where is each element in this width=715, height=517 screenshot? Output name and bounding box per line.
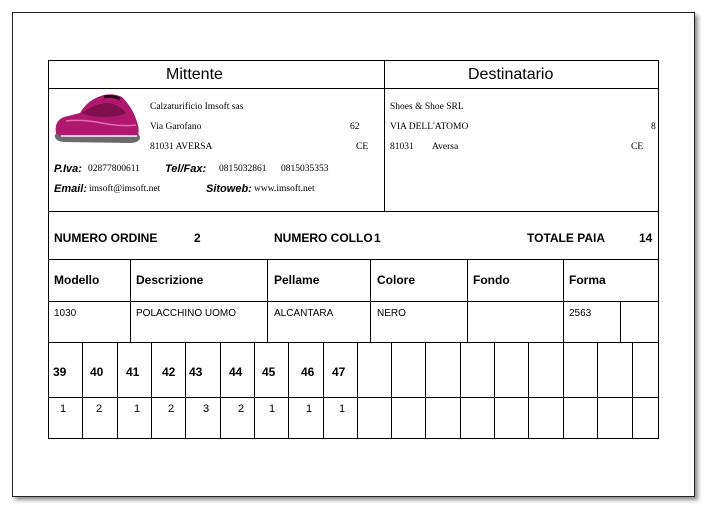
divider (117, 342, 118, 439)
column-header-last: Forma (569, 273, 606, 287)
divider (384, 60, 385, 212)
document-page (12, 12, 695, 497)
divider (632, 342, 633, 439)
delivery-note (48, 60, 659, 439)
divider (48, 342, 659, 343)
divider (130, 259, 131, 343)
cell-color: NERO (377, 308, 406, 319)
cell-last: 2563 (569, 308, 592, 319)
sender-tel: 0815032861 (219, 164, 267, 174)
recipient-street-number: 8 (651, 122, 656, 132)
cell-model: 1030 (54, 308, 77, 319)
divider (357, 342, 358, 439)
recipient-province: CE (631, 142, 644, 152)
border-right (658, 60, 659, 439)
sender-zip-city: 81031 AVERSA (150, 142, 213, 152)
sender-vat: 02877800611 (88, 164, 140, 174)
border-left (48, 60, 49, 439)
size-cell: 44 (229, 365, 243, 379)
divider (288, 342, 289, 439)
recipient-city: Aversa (432, 142, 459, 152)
order-number-label: NUMERO ORDINE (54, 231, 158, 245)
recipient-street: VIA DELL'ATOMO (390, 122, 469, 132)
divider (254, 342, 255, 439)
size-cell: 42 (162, 365, 176, 379)
divider (82, 342, 83, 439)
recipient-zip: 81031 (390, 142, 414, 152)
divider (185, 342, 186, 439)
quantity-cell: 1 (306, 403, 313, 415)
quantity-cell: 2 (168, 403, 175, 415)
recipient-company: Shoes & Shoe SRL (390, 102, 464, 112)
border-bottom (48, 438, 659, 439)
vat-label: P.Iva: (54, 163, 82, 175)
divider (494, 342, 495, 439)
divider (48, 88, 659, 89)
size-cell: 47 (332, 365, 346, 379)
sender-company: Calzaturificio Imsoft sas (150, 102, 244, 112)
sender-email[interactable]: imsoft@imsoft.net (89, 184, 161, 194)
divider (467, 259, 468, 343)
email-label: Email: (54, 183, 88, 195)
sender-fax: 0815035353 (281, 164, 329, 174)
quantity-cell: 1 (60, 403, 67, 415)
divider (425, 342, 426, 439)
parcel-number-value: 1 (374, 231, 381, 245)
sender-website[interactable]: www.imsoft.net (254, 184, 315, 194)
column-header-color: Colore (377, 273, 416, 287)
quantity-cell: 1 (134, 403, 141, 415)
quantity-cell: 1 (269, 403, 276, 415)
divider (563, 342, 564, 439)
size-cell: 45 (262, 365, 276, 379)
sender-province: CE (356, 142, 369, 152)
web-label: Sitoweb: (206, 183, 252, 195)
recipient-header: Destinatario (468, 66, 554, 83)
divider (48, 397, 659, 398)
quantity-cell: 2 (96, 403, 103, 415)
size-cell: 39 (53, 365, 67, 379)
column-header-description: Descrizione (136, 273, 204, 287)
divider (323, 342, 324, 439)
telfax-label: Tel/Fax: (165, 163, 207, 175)
divider (597, 342, 598, 439)
column-header-model: Modello (54, 273, 100, 287)
size-cell: 46 (301, 365, 315, 379)
cell-description: POLACCHINO UOMO (136, 308, 237, 319)
divider (370, 259, 371, 343)
divider (620, 301, 621, 343)
divider (48, 211, 659, 212)
column-header-sole: Fondo (473, 273, 510, 287)
parcel-number-label: NUMERO COLLO (274, 231, 373, 245)
divider (528, 342, 529, 439)
column-header-leather: Pellame (274, 273, 320, 287)
size-cell: 40 (90, 365, 104, 379)
total-pairs-value: 14 (639, 231, 653, 245)
divider (267, 259, 268, 343)
quantity-cell: 3 (203, 403, 210, 415)
quantity-cell: 2 (238, 403, 245, 415)
divider (220, 342, 221, 439)
sender-street: Via Garofano (150, 122, 202, 132)
cell-leather: ALCANTARA (274, 308, 334, 319)
size-cell: 43 (189, 365, 203, 379)
total-pairs-label: TOTALE PAIA (527, 231, 605, 245)
divider (563, 259, 564, 343)
shoe-image (52, 91, 142, 149)
sender-header: Mittente (166, 66, 223, 83)
divider (460, 342, 461, 439)
quantity-cell: 1 (339, 403, 346, 415)
border-top (48, 60, 659, 61)
divider (48, 301, 659, 302)
divider (151, 342, 152, 439)
sender-street-number: 62 (350, 122, 360, 132)
size-cell: 41 (126, 365, 140, 379)
divider (391, 342, 392, 439)
order-number-value: 2 (194, 231, 201, 245)
divider (48, 259, 659, 260)
